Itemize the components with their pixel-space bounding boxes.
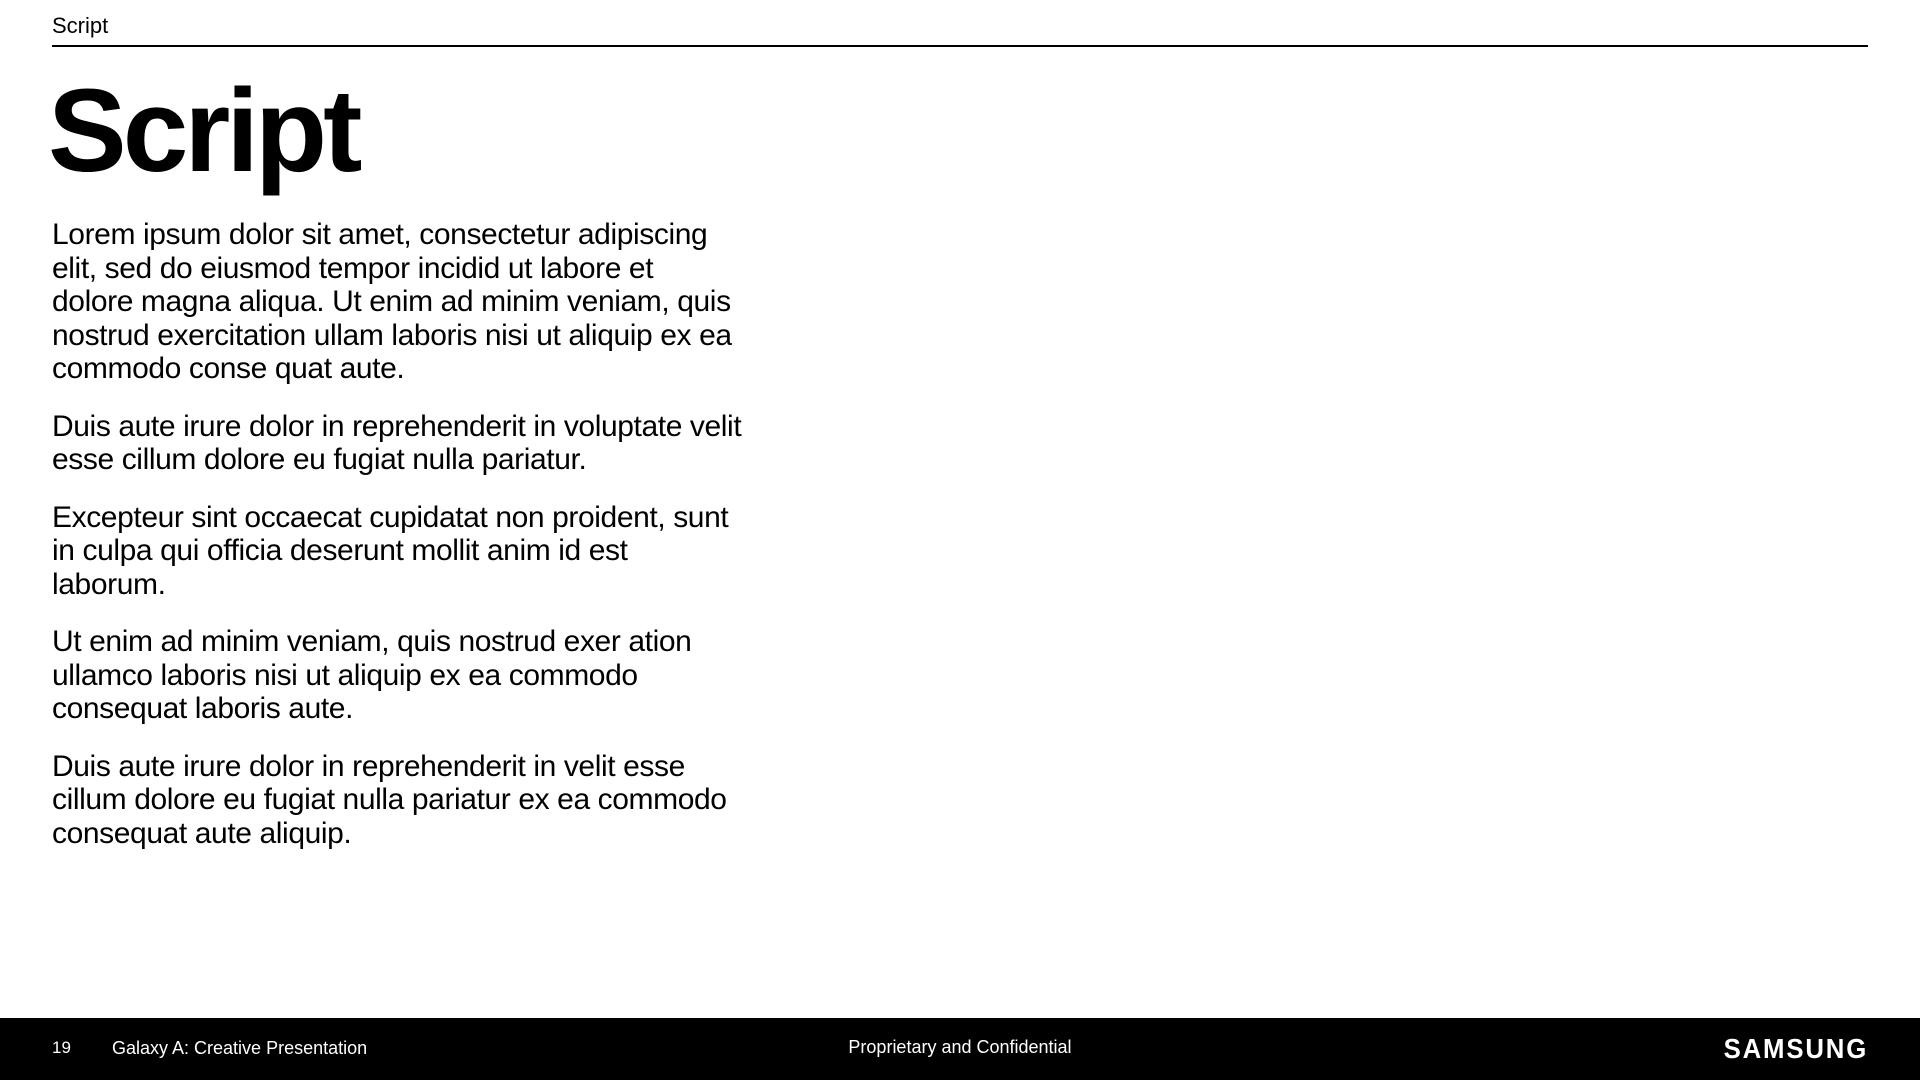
slide-title: Script (48, 65, 359, 197)
confidentiality-notice: Proprietary and Confidential (848, 1037, 1072, 1057)
paragraph: Ut enim ad minim veniam, quis nostrud exer ation ullamco laboris nisi ut aliquip ex ea commodo consequat laboris aute. (52, 625, 692, 725)
header-divider (52, 45, 1868, 47)
paragraph: Lorem ipsum dolor sit amet, consectetur adipiscing elit, sed do eiusmod tempor incidid ut labore et dolore magna aliqua. Ut enim ad minim veniam, quis nostrud exercitation ullam laboris nisi ut aliquip ex ea commodo conse quat aute. (52, 218, 732, 385)
section-label: Script (52, 13, 109, 38)
presentation-title: Galaxy A: Creative Presentation (112, 1038, 368, 1058)
body-text (52, 218, 742, 874)
samsung-logo: SAMSUNG (1723, 1033, 1868, 1064)
paragraph: Duis aute irure dolor in reprehenderit in velit esse cillum dolore eu fugiat nulla pariatur ex ea commodo consequat aute aliquip. (52, 749, 727, 850)
page-number: 19 (52, 1038, 71, 1057)
footer-bar (0, 1018, 1920, 1080)
paragraph: Excepteur sint occaecat cupidatat non proident, sunt in culpa qui officia deserunt mollit anim id est laborum. (52, 500, 729, 601)
paragraph: Duis aute irure dolor in reprehenderit in voluptate velit esse cillum dolore eu fugiat nulla pariatur. (52, 409, 742, 476)
